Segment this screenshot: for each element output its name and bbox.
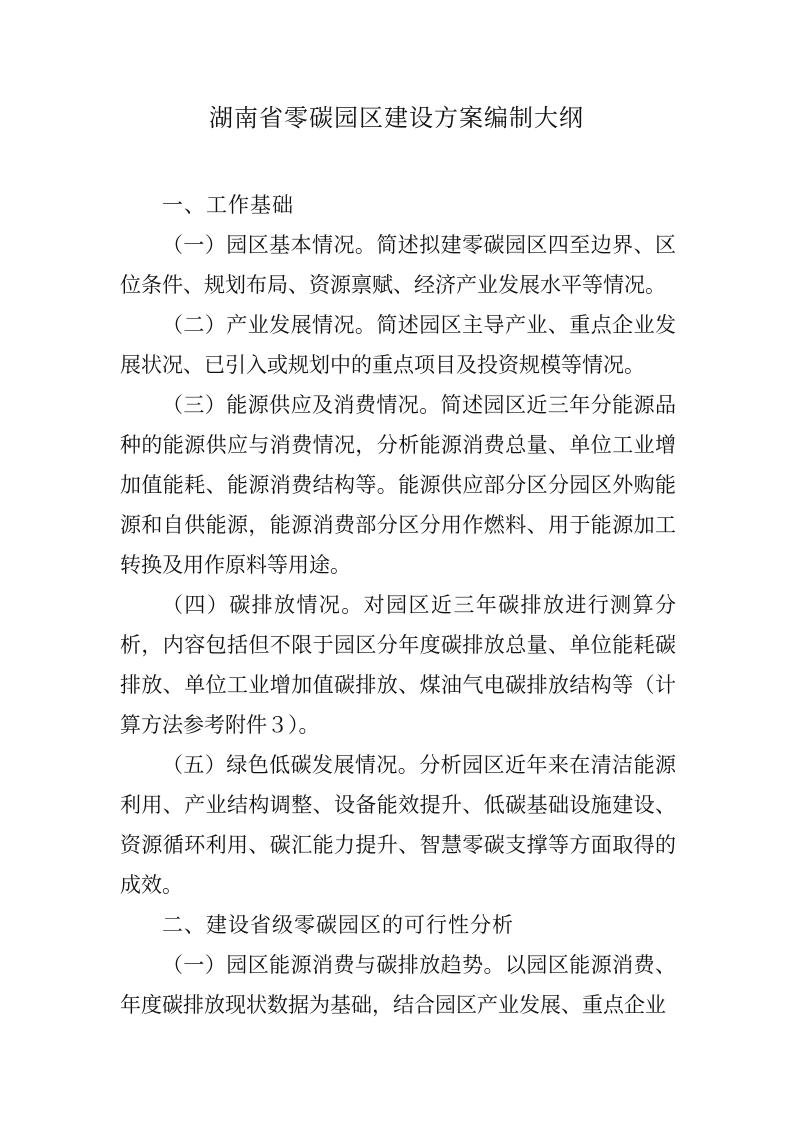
paragraph-energy-carbon-trend: （一）园区能源消费与碳排放趋势。以园区能源消费、年度碳排放现状数据为基础，结合园区产业发展、重点企业 — [120, 953, 676, 1017]
section-heading-2: 二、建设省级零碳园区的可行性分析 — [162, 913, 514, 937]
paragraph-green-low-carbon: （五）绿色低碳发展情况。分析园区近年来在清洁能源利用、产业结构调整、设备能效提升、低碳基础设施建设、资源循环利用、碳汇能力提升、智慧零碳支撑等方面取得的成效。 — [120, 753, 676, 897]
paragraph-carbon-emission: （四）碳排放情况。对园区近三年碳排放进行测算分析，内容包括但不限于园区分年度碳排放总量、单位能耗碳排放、单位工业增加值碳排放、煤油气电碳排放结构等（计算方法参考附件３）。 — [120, 593, 676, 737]
document-body — [120, 185, 676, 1025]
paragraph-industry-development: （二）产业发展情况。简述园区主导产业、重点企业发展状况、已引入或规划中的重点项目及投资规模等情况。 — [120, 313, 676, 377]
paragraph-energy-supply-consumption: （三）能源供应及消费情况。简述园区近三年分能源品种的能源供应与消费情况，分析能源消费总量、单位工业增加值能耗、能源消费结构等。能源供应部分区分园区外购能源和自供能源，能源消费部分区分用作燃料、用于能源加工转换及用作原料等用途。 — [120, 393, 676, 577]
document-title: 湖南省零碳园区建设方案编制大纲 — [209, 104, 584, 132]
paragraph-park-basic-info: （一）园区基本情况。简述拟建零碳园区四至边界、区位条件、规划布局、资源禀赋、经济产业发展水平等情况。 — [120, 233, 676, 297]
section-heading-1: 一、工作基础 — [162, 193, 294, 217]
